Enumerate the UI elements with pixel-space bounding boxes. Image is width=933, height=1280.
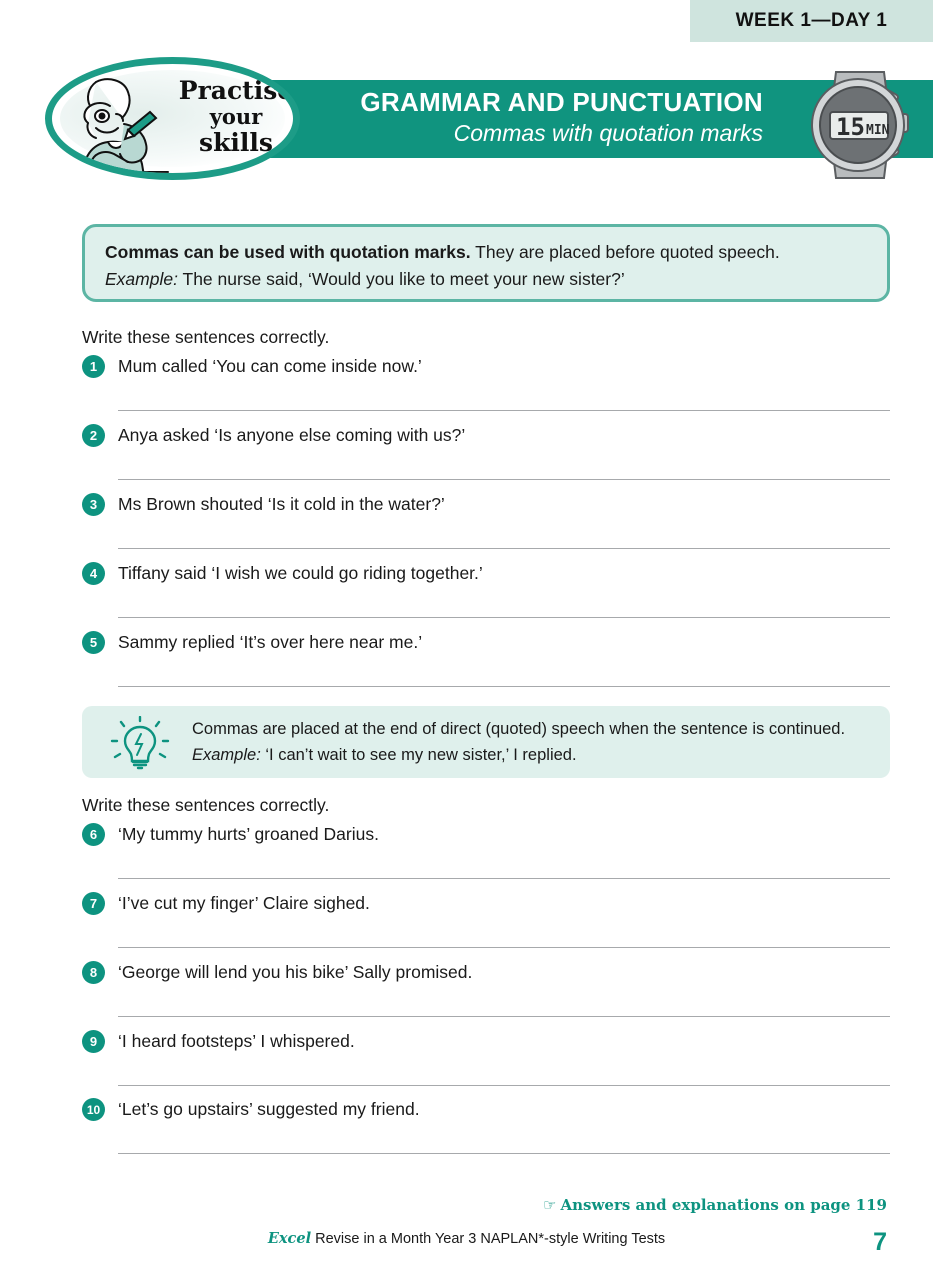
section-title-text	[360, 86, 763, 148]
rule-box	[82, 224, 890, 302]
answers-note-text: Answers and explanations on page 119	[560, 1196, 887, 1214]
lightbulb-icon	[110, 716, 170, 772]
rule-box-example-text: The nurse said, ‘Would you like to meet your new sister?’	[177, 269, 625, 289]
question-text-5: Sammy replied ‘It’s over here near me.’	[118, 632, 423, 652]
logo-line-3: skills	[199, 128, 273, 157]
question-text-2: Anya asked ‘Is anyone else coming with us?’	[118, 425, 466, 445]
question-item-3	[82, 493, 890, 517]
rule-box-line-1-bold: Commas can be used with quotation marks.	[105, 242, 471, 262]
answers-note	[543, 1196, 887, 1214]
logo-wordmark	[176, 78, 296, 155]
question-text-3: Ms Brown shouted ‘Is it cold in the water?’	[118, 494, 445, 514]
question-text-1: Mum called ‘You can come inside now.’	[118, 356, 422, 376]
rule-box-example-label: Example:	[105, 269, 178, 289]
answer-line-1[interactable]	[118, 410, 890, 411]
question-item-6	[82, 823, 890, 847]
question-number-1: 1	[82, 355, 105, 378]
attribution-rest: Revise in a Month Year 3 NAPLAN*-style Writing Tests	[311, 1231, 666, 1247]
answer-line-5[interactable]	[118, 686, 890, 687]
question-text-8: ‘George will lend you his bike’ Sally promised.	[118, 962, 473, 982]
tip-box-line-2	[192, 742, 872, 768]
question-item-9	[82, 1030, 890, 1054]
section-title-main: GRAMMAR AND PUNCTUATION	[360, 87, 763, 117]
question-number-9: 9	[82, 1030, 105, 1053]
question-text-7: ‘I’ve cut my finger’ Claire sighed.	[118, 893, 370, 913]
answer-line-8[interactable]	[118, 1016, 890, 1017]
week-day-label: WEEK 1—DAY 1	[735, 10, 888, 31]
page-number: 7	[873, 1228, 887, 1256]
section-title-sub: Commas with quotation marks	[453, 120, 763, 146]
rule-box-line-2	[105, 266, 867, 293]
logo-line-1: Practise	[178, 76, 294, 105]
week-day-banner	[690, 0, 933, 42]
logo-line-2: your	[209, 104, 263, 129]
question-number-2: 2	[82, 424, 105, 447]
question-number-6: 6	[82, 823, 105, 846]
question-text-10: ‘Let’s go upstairs’ suggested my friend.	[118, 1099, 420, 1119]
instruction-section-1: Write these sentences correctly.	[82, 327, 330, 347]
question-item-1	[82, 355, 890, 379]
book-attribution	[0, 1230, 933, 1247]
question-item-4	[82, 562, 890, 586]
question-number-3: 3	[82, 493, 105, 516]
question-number-5: 5	[82, 631, 105, 654]
rule-box-line-1	[105, 239, 867, 266]
stopwatch-unit: MIN	[866, 123, 890, 138]
rule-box-line-1-rest: They are placed before quoted speech.	[470, 242, 780, 262]
question-item-5	[82, 631, 890, 655]
question-item-7	[82, 892, 890, 916]
answer-line-6[interactable]	[118, 878, 890, 879]
answer-line-7[interactable]	[118, 947, 890, 948]
answer-line-9[interactable]	[118, 1085, 890, 1086]
answer-line-10[interactable]	[118, 1153, 890, 1154]
tip-box-example-label: Example:	[192, 746, 261, 764]
answer-line-4[interactable]	[118, 617, 890, 618]
question-text-6: ‘My tummy hurts’ groaned Darius.	[118, 824, 379, 844]
tip-box-example-text: ‘I can’t wait to see my new sister,’ I replied.	[260, 746, 577, 764]
question-number-10: 10	[82, 1098, 105, 1121]
attribution-brand: Excel	[267, 1230, 312, 1247]
tip-box	[82, 706, 890, 778]
answer-line-2[interactable]	[118, 479, 890, 480]
practise-your-skills-logo	[45, 57, 300, 180]
question-item-2	[82, 424, 890, 448]
question-text-9: ‘I heard footsteps’ I whispered.	[118, 1031, 355, 1051]
boy-writing-icon	[66, 72, 176, 180]
answer-line-3[interactable]	[118, 548, 890, 549]
question-number-8: 8	[82, 961, 105, 984]
tip-box-line-1: Commas are placed at the end of direct (quoted) speech when the sentence is continued.	[192, 720, 846, 738]
instruction-section-2: Write these sentences correctly.	[82, 795, 330, 815]
question-item-10	[82, 1098, 890, 1122]
question-number-7: 7	[82, 892, 105, 915]
question-item-8	[82, 961, 890, 985]
question-text-4: Tiffany said ‘I wish we could go riding together.’	[118, 563, 483, 583]
stopwatch-value: 15	[836, 113, 865, 141]
pointing-hand-icon: ☞	[543, 1196, 557, 1214]
question-number-4: 4	[82, 562, 105, 585]
stopwatch-icon	[806, 66, 914, 186]
